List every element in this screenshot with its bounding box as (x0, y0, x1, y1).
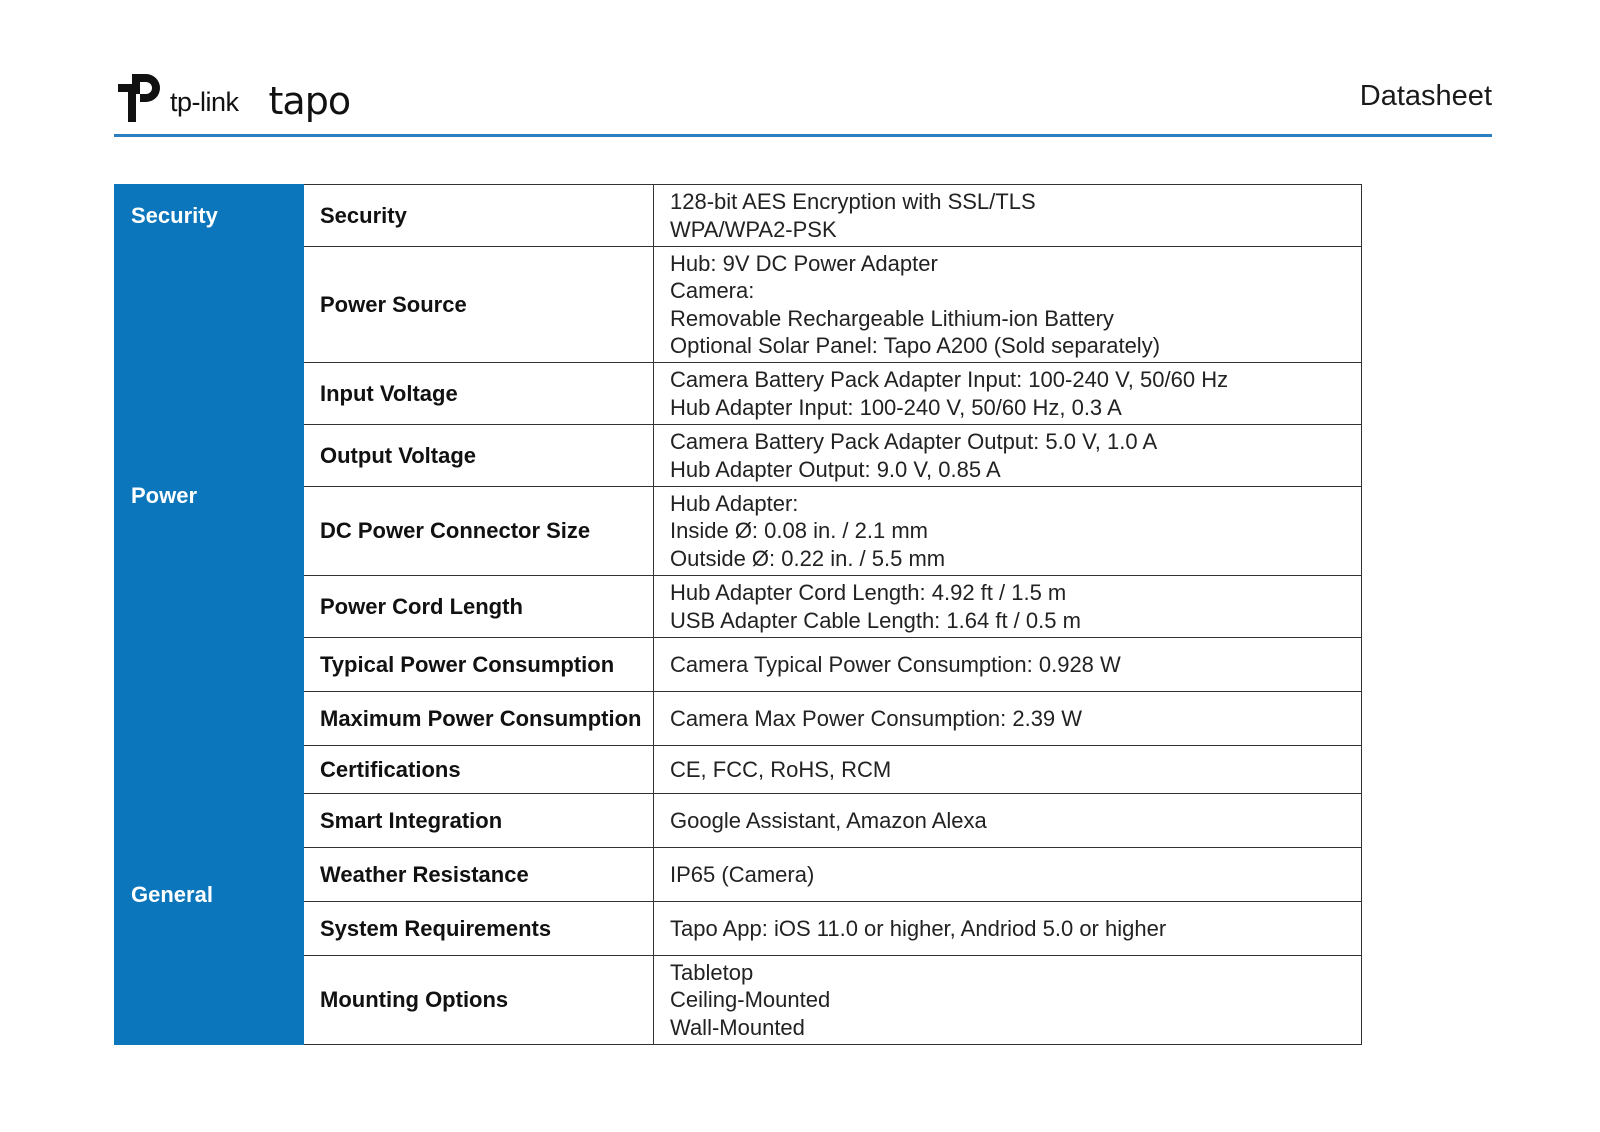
tapo-wordmark: tapo (268, 79, 351, 123)
parameter-cell: Typical Power Consumption (304, 638, 654, 692)
value-line: 128-bit AES Encryption with SSL/TLS (670, 189, 1036, 214)
parameter-cell: Mounting Options (304, 956, 654, 1045)
value-line: Inside Ø: 0.08 in. / 2.1 mm (670, 518, 929, 544)
value-cell (654, 363, 1362, 425)
value-cell (654, 956, 1362, 1045)
value-line: Tabletop (670, 959, 754, 985)
value-line: Camera Max Power Consumption: 2.39 W (670, 705, 1083, 731)
parameter-cell: Power Cord Length (304, 576, 654, 638)
value-cell (654, 247, 1362, 363)
value-cell (654, 425, 1362, 487)
table-row (115, 185, 1362, 247)
value-line: CE, FCC, RoHS, RCM (670, 756, 892, 782)
value-line: IP65 (Camera) (670, 861, 815, 887)
category-cell: Power (115, 247, 304, 746)
parameter-cell: Maximum Power Consumption (304, 692, 654, 746)
value-line: USB Adapter Cable Length: 1.64 ft / 0.5 m (670, 607, 1081, 633)
value-line: Hub Adapter: (670, 490, 799, 516)
value-line: WPA/WPA2-PSK (670, 216, 837, 242)
parameter-cell: Input Voltage (304, 363, 654, 425)
table-row (115, 746, 1362, 794)
value-line: Tapo App: iOS 11.0 or higher, Andriod 5.0 or higher (670, 915, 1167, 941)
value-cell (654, 185, 1362, 247)
value-line: Camera Battery Pack Adapter Output: 5.0 V, 1.0 A (670, 429, 1158, 454)
value-line: Hub Adapter Input: 100-240 V, 50/60 Hz, 0.3 A (670, 394, 1122, 420)
page-header (114, 66, 1492, 137)
value-line: Outside Ø: 0.22 in. / 5.5 mm (670, 545, 946, 571)
tp-link-wordmark: tp-link (170, 86, 239, 117)
parameter-cell: Power Source (304, 247, 654, 363)
spec-table (114, 184, 1362, 1045)
spec-table-body (115, 185, 1362, 1045)
parameter-cell: Output Voltage (304, 425, 654, 487)
value-line: Removable Rechargeable Lithium-ion Battery (670, 305, 1114, 331)
brand-logos (114, 70, 350, 126)
value-cell (654, 487, 1362, 576)
value-cell (654, 692, 1362, 746)
document-type-label: Datasheet (1359, 80, 1492, 112)
table-row (115, 247, 1362, 363)
parameter-cell: DC Power Connector Size (304, 487, 654, 576)
value-line: Hub Adapter Cord Length: 4.92 ft / 1.5 m (670, 580, 1067, 605)
value-line: Hub: 9V DC Power Adapter (670, 250, 938, 276)
value-line: Camera: (670, 278, 755, 303)
parameter-cell: Smart Integration (304, 794, 654, 848)
value-cell (654, 794, 1362, 848)
value-line: Wall-Mounted (670, 1014, 805, 1040)
value-cell (654, 902, 1362, 956)
value-line: Google Assistant, Amazon Alexa (670, 807, 987, 833)
tp-link-logo-icon (114, 70, 166, 126)
value-cell (654, 576, 1362, 638)
value-cell (654, 746, 1362, 794)
parameter-cell: Weather Resistance (304, 848, 654, 902)
value-line: Optional Solar Panel: Tapo A200 (Sold separately) (670, 333, 1161, 358)
parameter-cell: System Requirements (304, 902, 654, 956)
value-line: Hub Adapter Output: 9.0 V, 0.85 A (670, 456, 1001, 482)
value-line: Camera Battery Pack Adapter Input: 100-240 V, 50/60 Hz (670, 367, 1229, 392)
parameter-cell: Security (304, 185, 654, 247)
value-line: Ceiling-Mounted (670, 987, 831, 1013)
value-cell (654, 638, 1362, 692)
category-cell: Security (115, 185, 304, 247)
value-cell (654, 848, 1362, 902)
category-cell: General (115, 746, 304, 1045)
parameter-cell: Certifications (304, 746, 654, 794)
value-line: Camera Typical Power Consumption: 0.928 W (670, 651, 1121, 677)
